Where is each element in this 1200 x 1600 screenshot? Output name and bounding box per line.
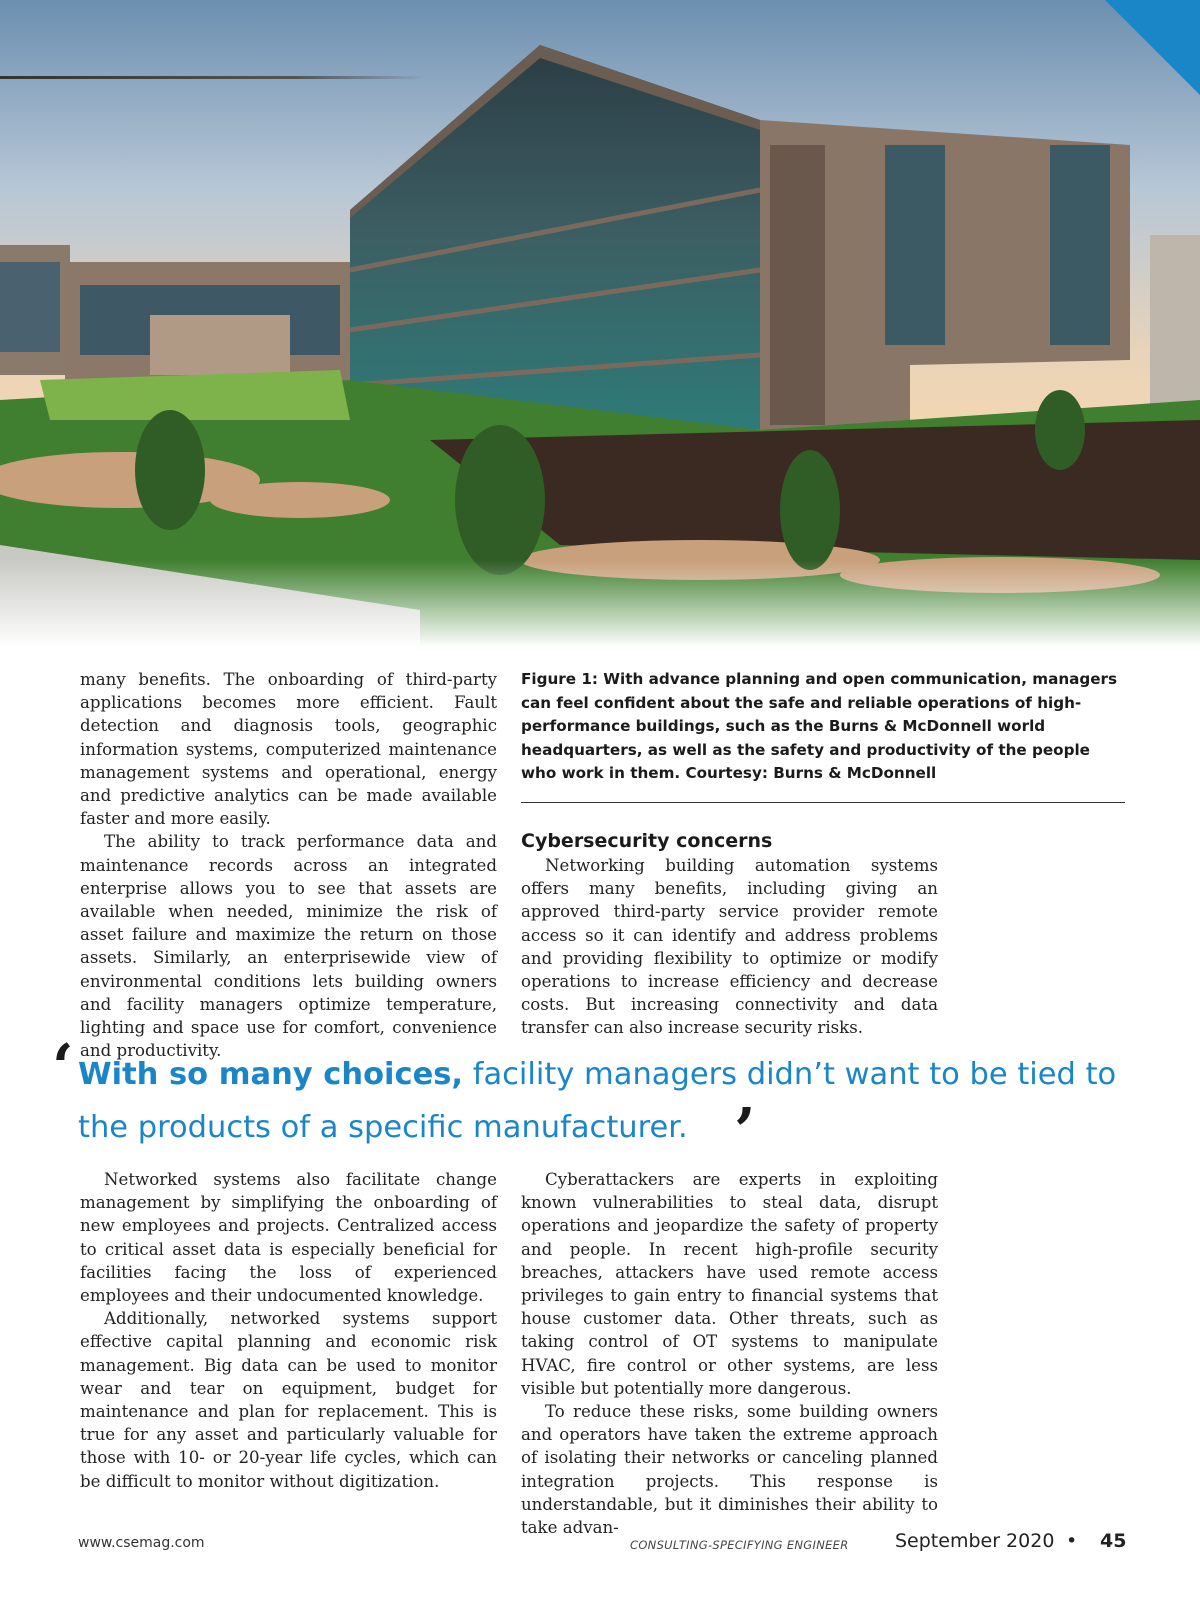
hero-photo bbox=[0, 0, 1200, 647]
pull-quote bbox=[78, 1048, 1158, 1154]
paragraph: To reduce these risks, some building owners and operators have taken the extreme approach of isolating their networks or canceling planned integration projects. This response is understandable, but it diminishes their ability to take advan- bbox=[521, 1402, 938, 1538]
header-rule bbox=[0, 76, 425, 79]
footer-magazine: CONSULTING-SPECIFYING ENGINEER bbox=[630, 1538, 849, 1552]
open-quote-mark: ‘ bbox=[52, 1030, 74, 1103]
corner-accent bbox=[1105, 0, 1200, 95]
caption-divider bbox=[521, 802, 1125, 803]
footer-separator: • bbox=[1066, 1530, 1078, 1552]
paragraph: many benefits. The onboarding of third-party applications becomes more efficient. Fault detection and diagnosis tools, geographic information systems, computerized maintenance management systems and operational, energy and predictive analytics can be made available faster and more easily. bbox=[80, 670, 497, 829]
footer-date: September 2020 bbox=[895, 1530, 1055, 1552]
figure-caption: Figure 1: With advance planning and open communication, managers can feel confident about the safe and reliable operations of high-performance buildings, such as the Burns & McDonnell world headquarters, as well as the safety and productivity of the people who work in them. Courtesy: Burns & McDonnell bbox=[521, 670, 1118, 782]
close-quote-mark: ’ bbox=[734, 1094, 756, 1167]
column-right-bottom bbox=[521, 1168, 938, 1539]
paragraph: The ability to track performance data and maintenance records across an integrated enterprise allows you to see that assets are available when needed, minimize the risk of asset failure and maximize the return on those assets. Similarly, an enterprisewide view of environmental conditions lets building owners and facility managers optimize temperature, lighting and space use for comfort, convenience and productivity. bbox=[80, 832, 497, 1061]
pull-quote-text: facility managers didn’t want to be tied to the products of a specific manufacturer. bbox=[78, 1057, 1117, 1145]
column-left-bottom bbox=[80, 1168, 497, 1493]
paragraph: Networked systems also facilitate change management by simplifying the onboarding of new employees and projects. Centralized access to critical asset data is especially beneficial for facilities facing the loss of experienced employees and their undocumented knowledge. bbox=[80, 1170, 497, 1306]
footer-url[interactable]: www.csemag.com bbox=[78, 1535, 205, 1551]
column-left-top bbox=[80, 668, 497, 1062]
building-illustration bbox=[0, 0, 1200, 647]
section-heading: Cybersecurity concerns bbox=[521, 830, 773, 852]
page-number: 45 bbox=[1100, 1530, 1127, 1552]
paragraph: Networking building automation systems offers many benefits, including giving an approved third-party service provider remote access so it can identify and address problems and providing flexibility to optimize or modify operations to increase efficiency and decrease costs. But increasing connectivity and data transfer can also increase security risks. bbox=[521, 856, 938, 1038]
paragraph: Additionally, networked systems support effective capital planning and economic risk management. Big data can be used to monitor wear and tear on equipment, budget for maintenance and plan for replacement. This is true for any asset and particularly valuable for those with 10- or 20-year life cycles, which can be difficult to monitor without digitization. bbox=[80, 1309, 497, 1491]
column-right-top bbox=[521, 854, 938, 1040]
paragraph: Cyberattackers are experts in exploiting known vulnerabilities to steal data, disrupt operations and jeopardize the safety of property and people. In recent high-profile security breaches, attackers have used remote access privileges to gain entry to financial systems that house customer data. Other threats, such as taking control of OT systems to manipulate HVAC, fire control or other systems, are less visible but potentially more dangerous. bbox=[521, 1170, 938, 1398]
pull-quote-bold: With so many choices, bbox=[78, 1057, 464, 1092]
